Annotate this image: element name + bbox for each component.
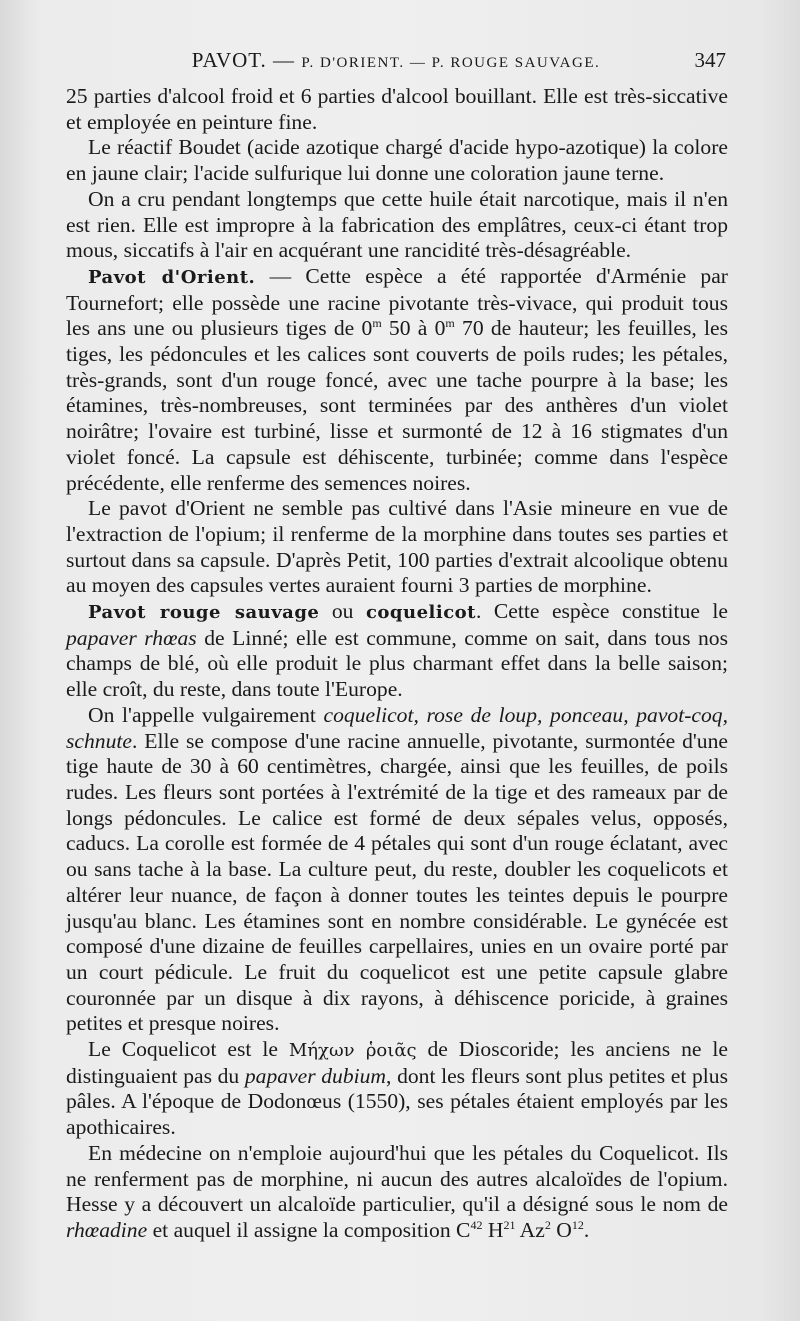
paragraph-8 [66,1037,728,1141]
heading-coquelicot: coquelicot [365,602,476,624]
italic-term: papaver rhœas [66,625,197,650]
superscript: m [372,316,382,331]
superscript: m [445,316,455,331]
paragraph-2: Le réactif Boudet (acide azotique chargé d'acide hypo-azotique) la colore en jaune clair; l'acide sulfurique lui donne une coloration jaune terne. [66,135,728,186]
text-run: En médecine on n'emploie aujourd'hui que les pétales du Coquelicot. Ils ne renferment pas de morphine, ni aucun des autres alcaloïdes de l'opium. Hesse y a découvert un alcaloïde particulier, qu'il a désigné sous le nom de [66,1140,728,1217]
italic-term: papaver dubium [244,1063,387,1088]
text-run: de Dioscoride; les anciens ne le distinguaient pas du [66,1037,728,1088]
text-run: 50 à 0 [381,316,446,341]
text-run: On l'appelle vulgairement [88,702,324,727]
paragraph-9 [66,1141,728,1244]
greek-term: Μήχων ῥοιᾶς [288,1040,417,1062]
text-run: O [550,1217,572,1242]
heading-pavot-orient: Pavot d'Orient. [88,266,256,288]
text-run: ou [319,599,366,624]
paragraph-4 [66,264,728,496]
running-title-main: PAVOT. — [191,48,302,72]
text-run: Az [515,1217,545,1242]
text-run: et auquel il assigne la composition C [147,1217,471,1242]
text-run: . Cette espèce constitue le [476,599,729,624]
text-run: Le Coquelicot est le [88,1037,289,1062]
page-number: 347 [694,48,726,72]
text-run: H [482,1217,504,1242]
superscript: 21 [503,1217,516,1232]
running-title-sub: P. D'ORIENT. — P. ROUGE SAUVAGE. [301,55,601,71]
running-title [66,48,726,73]
text-run: . Elle se compose d'une racine annuelle, pivotante, surmontée d'une tige haute de 30 à 60 centimètres, chargée, ainsi que les feuilles, de poils rudes. Les fleurs sont portées à l'extrémité de la tige et des rameaux par de longs pédoncules. Le calice est formé de deux sépales velus, opposés, caducs. La corolle est formée de 4 pétales qui sont d'un rouge éclatant, avec ou sans tache à la base. La culture peut, du reste, doubler les coquelicots et altérer leur nuance, de façon à donner toutes les teintes depuis le pourpre jusqu'au blanc. Les étamines sont en nombre considérable. Le gynécée est composé d'une dizaine de feuilles carpellaires, unies en un ovaire porté par un court pédicule. Le fruit du coquelicot est une petite capsule glabre couronnée par un disque à dix rayons, à déhiscence poricide, à graines petites et presque noires. [66,728,728,1036]
paragraph-1: 25 parties d'alcool froid et 6 parties d'alcool bouillant. Elle est très-siccative et employée en peinture fine. [66,84,728,134]
paragraph-7 [66,703,728,1037]
superscript: 2 [544,1217,551,1232]
heading-pavot-rouge: Pavot rouge sauvage [88,602,320,624]
paragraph-6 [66,599,728,703]
body-text [66,84,728,1244]
running-header [66,48,726,78]
superscript: 42 [470,1217,483,1232]
paragraph-3: On a cru pendant longtemps que cette huile était narcotique, mais il n'en est rien. Elle est impropre à la fabrication des emplâtres, ceux-ci étant trop mous, siccatifs à l'air en acquérant une rancidité très-désagréable. [66,186,728,263]
superscript: 12 [571,1217,584,1232]
italic-term: rhœadine [66,1217,148,1242]
text-run: . [583,1217,590,1242]
text-run: , dont les fleurs sont plus petites et plus pâles. A l'époque de Dodonœus (1550), ses pétales étaient employés par les apothicaires. [66,1063,728,1140]
text-run: 70 de hauteur; les feuilles, les tiges, les pédoncules et les calices sont couverts de poils rudes; les pétales, très-grands, sont d'un rouge foncé, avec une tache pourpre à la base; les étamines, très-nombreuses, sont terminées par des anthères d'un violet noirâtre; l'ovaire est turbiné, lisse et surmonté de 12 à 16 stigmates d'un violet foncé. La capsule est déhiscente, turbinée; comme dans l'espèce précédente, elle renferme des semences noires. [66,316,728,495]
text-run: de Linné; elle est commune, comme on sait, dans tous nos champs de blé, où elle produit le plus charmant effet dans la belle saison; elle croît, du reste, dans toute l'Europe. [66,625,728,702]
paragraph-5: Le pavot d'Orient ne semble pas cultivé dans l'Asie mineure en vue de l'extraction de l'opium; il renferme de la morphine dans toutes ses parties et surtout dans sa capsule. D'après Petit, 100 parties d'extrait alcoolique obtenu au moyen des capsules vertes auraient fourni 3 parties de morphine. [66,496,728,598]
text-run: — Cette espèce a été rapportée d'Arménie par Tournefort; elle possède une racine pivotante très-vivace, qui produit tous les ans une ou plusieurs tiges de 0 [66,263,728,341]
italic-term: coquelicot, rose de loup, ponceau, pavot-coq, schnute [66,702,728,753]
